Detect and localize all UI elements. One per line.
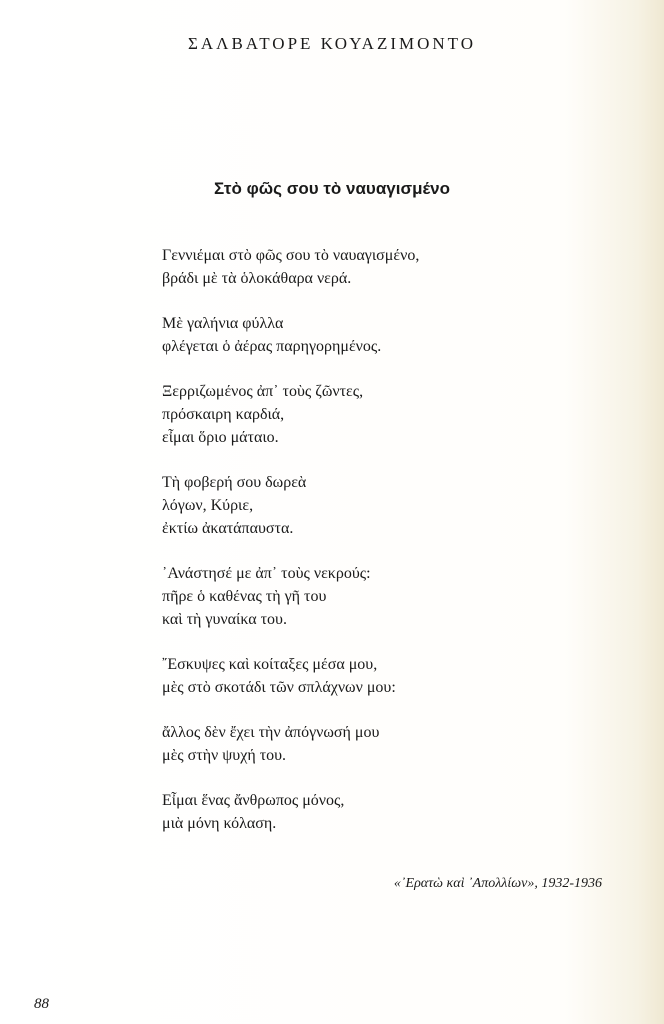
- stanza: [162, 312, 419, 358]
- poem-line: Εἶμαι ἕνας ἄνθρωπος μόνος,: [162, 792, 345, 809]
- page-number: 88: [34, 996, 49, 1012]
- poem-line: Ξερριζωμένος ἀπ᾿ τοὺς ζῶντες,: [162, 383, 364, 400]
- poem-line: Μὲ γαλήνια φύλλα: [162, 315, 284, 332]
- poem-line: Γεννιέμαι στὸ φῶς σου τὸ ναυαγισμένο,: [162, 247, 420, 264]
- running-head: ΣΑΛΒΑΤΟΡΕ ΚΟΥΑΖΙΜΟΝΤΟ: [187, 34, 477, 53]
- poem-line: Τὴ φοβερή σου δωρεὰ: [162, 474, 307, 491]
- poem-line: καὶ τὴ γυναίκα του.: [162, 611, 287, 628]
- poem-line: βράδι μὲ τὰ ὁλοκάθαρα νερά.: [162, 270, 352, 287]
- poem-line: μὲς στὴν ψυχή του.: [162, 747, 287, 764]
- stanza: [162, 562, 419, 631]
- stanza: [162, 789, 419, 835]
- poem-line: λόγων, Κύριε,: [162, 497, 254, 514]
- poem-line: μὲς στὸ σκοτάδι τῶν σπλάχνων μου:: [162, 679, 396, 696]
- poem-line: μιὰ μόνη κόλαση.: [162, 815, 277, 832]
- poem-source: «᾿Ερατὼ καὶ ᾿Απολλίων», 1932-1936: [393, 876, 602, 891]
- stanza: [162, 244, 419, 290]
- poem-line: ἐκτίω ἀκατάπαυστα.: [162, 520, 294, 537]
- poem-line: ᾿Ανάστησέ με ἀπ᾿ τοὺς νεκρούς:: [162, 565, 371, 582]
- poem-line: εἶμαι ὅριο μάταιο.: [162, 429, 279, 446]
- poem-body: [162, 244, 419, 857]
- stanza: [162, 721, 419, 767]
- stanza: [162, 471, 419, 540]
- stanza: [162, 653, 419, 699]
- poem-line: ἄλλος δὲν ἔχει τὴν ἀπόγνωσή μου: [162, 724, 380, 741]
- poem-line: πῆρε ὁ καθένας τὴ γῆ του: [162, 588, 327, 605]
- stanza: [162, 380, 419, 449]
- poem-line: ῎Εσκυψες καὶ κοίταξες μέσα μου,: [162, 656, 378, 673]
- poem-line: φλέγεται ὁ ἀέρας παρηγορημένος.: [162, 338, 382, 355]
- poem-line: πρόσκαιρη καρδιά,: [162, 406, 285, 423]
- poem-title: Στὸ φῶς σου τὸ ναυαγισμένο: [214, 179, 450, 198]
